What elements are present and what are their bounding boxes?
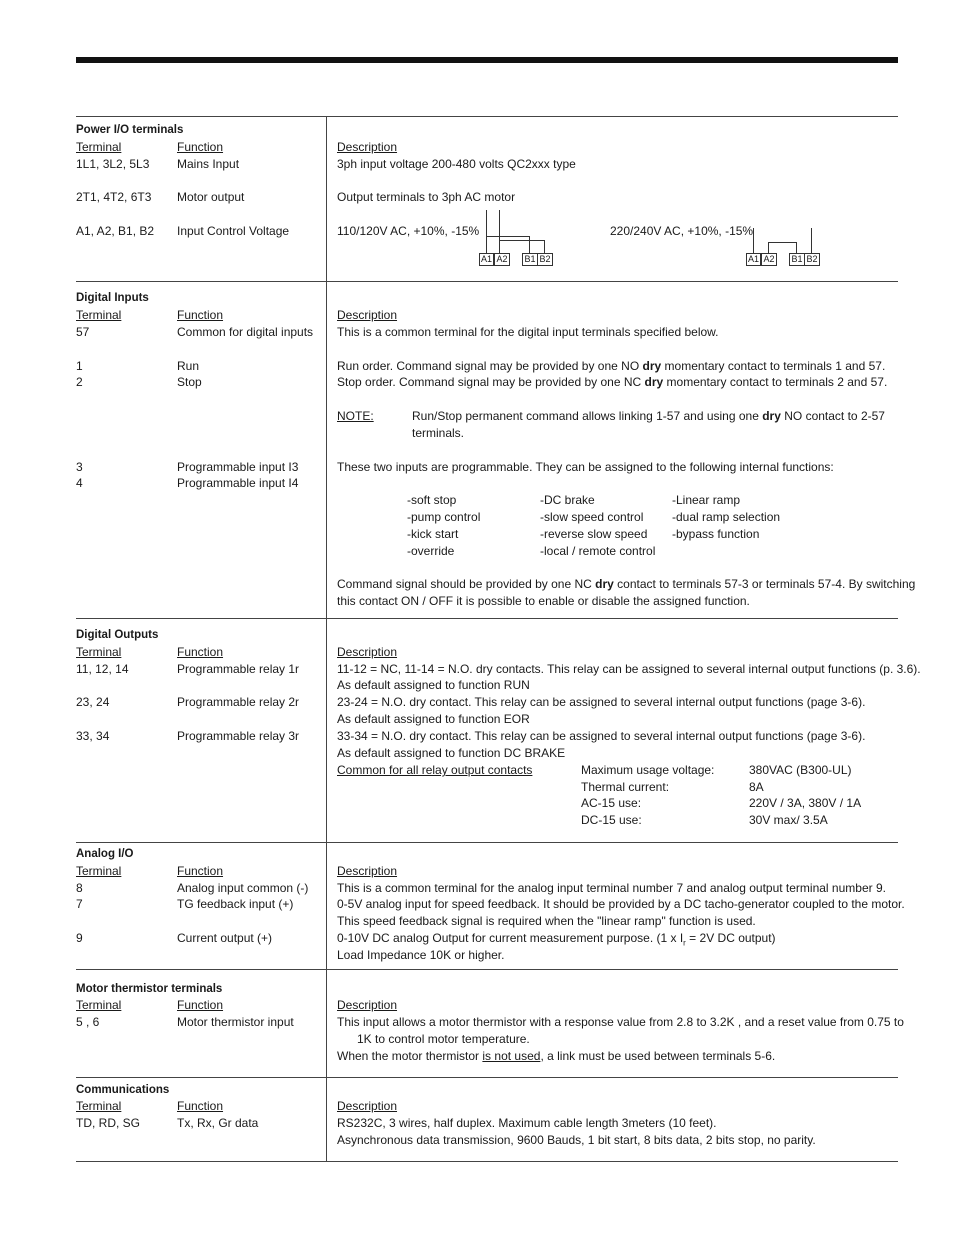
note-text: terminals. [412, 426, 465, 440]
wire [486, 236, 529, 237]
description-cell: As default assigned to function RUN [337, 678, 530, 692]
description-cell: 33-34 = N.O. dry contact. This relay can be assigned to several internal output functions (page 3-6). [337, 729, 866, 743]
function-cell: Current output (+) [177, 931, 273, 945]
function-header: Function [177, 998, 224, 1012]
function-header: Function [177, 140, 224, 154]
section-divider [76, 1077, 898, 1078]
terminal-cell: 4 [76, 476, 83, 490]
function-cell: Input Control Voltage [177, 224, 290, 238]
terminal-cell: 7 [76, 897, 83, 911]
terminal-cell: 1 [76, 359, 83, 373]
section-divider [76, 842, 898, 843]
description-cell: 3ph input voltage 200-480 volts QC2xxx type [337, 157, 576, 171]
top-rule [76, 57, 898, 63]
function-header: Function [177, 645, 224, 659]
description-cell: This is a common terminal for the digital input terminals specified below. [337, 325, 719, 339]
function-cell: Tx, Rx, Gr data [177, 1116, 259, 1130]
function-cell: Programmable relay 2r [177, 695, 300, 709]
terminal-box-b2: B2 [804, 253, 820, 266]
function-option: -kick start [407, 527, 459, 541]
description-cell: This is a common terminal for the analog input terminal number 7 and analog output terminal number 9. [337, 881, 886, 895]
terminal-cell: 2 [76, 375, 83, 389]
description-header: Description [337, 1099, 398, 1113]
terminal-box-a1: A1 [747, 254, 759, 264]
function-cell: Common for digital inputs [177, 325, 314, 339]
wire [753, 228, 754, 253]
note-label: NOTE: [337, 409, 374, 423]
function-option: -slow speed control [540, 510, 644, 524]
terminal-cell: 3 [76, 460, 83, 474]
section-divider [76, 618, 898, 619]
description-cell: These two inputs are programmable. They can be assigned to the following internal functions: [337, 460, 834, 474]
terminal-cell: 1L1, 3L2, 5L3 [76, 157, 150, 171]
function-header: Function [177, 864, 224, 878]
section-title-power: Power I/O terminals [76, 124, 184, 136]
description-cell: As default assigned to function DC BRAKE [337, 746, 566, 760]
wire [499, 210, 500, 253]
terminal-cell: 33, 34 [76, 729, 110, 743]
spec-value: 220V / 3A, 380V / 1A [749, 796, 862, 810]
section-title-communications: Communications [76, 1084, 170, 1096]
terminal-box-b1: B1 [522, 253, 538, 266]
description-cell: 1K to control motor temperature. [357, 1032, 530, 1046]
function-option: -soft stop [407, 493, 457, 507]
column-divider [326, 116, 327, 1161]
wire [486, 210, 487, 253]
spec-value: 30V max/ 3.5A [749, 813, 828, 827]
description-cell: 220/240V AC, +10%, -15% [610, 224, 754, 238]
terminal-box-a2: A2 [761, 253, 777, 266]
description-cell: 110/120V AC, +10%, -15% [337, 224, 480, 238]
table-bottom-rule [76, 1161, 898, 1162]
description-cell: Command signal should be provided by one NC dry contact to terminals 57-3 or terminals 57-4. By switching [337, 577, 916, 591]
function-option: -dual ramp selection [672, 510, 781, 524]
description-header: Description [337, 998, 398, 1012]
spec-label: Thermal current: [581, 780, 670, 794]
terminal-header: Terminal [76, 864, 122, 878]
spec-value: 380VAC (B300-UL) [749, 763, 852, 777]
function-option: -DC brake [540, 493, 595, 507]
description-cell: Output terminals to 3ph AC motor [337, 190, 516, 204]
wire [499, 240, 544, 241]
function-cell: Stop [177, 375, 202, 389]
description-cell: 23-24 = N.O. dry contact. This relay can be assigned to several internal output functions (page 3-6). [337, 695, 866, 709]
terminal-cell: 23, 24 [76, 695, 110, 709]
section-title-digital-outputs: Digital Outputs [76, 629, 159, 641]
terminal-box-b2: B2 [537, 253, 553, 266]
function-cell: Programmable relay 1r [177, 662, 300, 676]
function-cell: TG feedback input (+) [177, 897, 294, 911]
spec-value: 8A [749, 780, 764, 794]
wiring-diagram-220v [746, 253, 821, 267]
function-cell: Mains Input [177, 157, 240, 171]
wire [768, 242, 769, 253]
terminal-header: Terminal [76, 140, 122, 154]
function-header: Function [177, 308, 224, 322]
terminal-header: Terminal [76, 998, 122, 1012]
function-cell: Programmable relay 3r [177, 729, 300, 743]
terminal-cell: A1, A2, B1, B2 [76, 224, 155, 238]
section-divider [76, 281, 898, 282]
function-header: Function [177, 1099, 224, 1113]
description-header: Description [337, 645, 398, 659]
description-cell: When the motor thermistor is not used, a link must be used between terminals 5-6. [337, 1049, 776, 1063]
terminal-header: Terminal [76, 308, 122, 322]
terminal-cell: TD, RD, SG [76, 1116, 141, 1130]
spec-label: Maximum usage voltage: [581, 763, 715, 777]
terminal-cell: 2T1, 4T2, 6T3 [76, 190, 152, 204]
description-cell: 0-10V DC analog Output for current measurement purpose. (1 x $I_r = 2V$ DC output) [337, 931, 776, 948]
note-text: Run/Stop permanent command allows linking 1-57 and using one dry NO contact to 2-57 [412, 409, 885, 423]
function-cell: Run [177, 359, 200, 373]
description-cell: Asynchronous data transmission, 9600 Bauds, 1 bit start, 8 bits data, 2 bits stop, no parity. [337, 1133, 816, 1147]
terminal-header: Terminal [76, 645, 122, 659]
description-cell: 11-12 = NC, 11-14 = N.O. dry contacts. This relay can be assigned to several internal output functions (p. 3.6). [337, 662, 921, 676]
terminal-box-a1: A1 [480, 254, 492, 264]
terminal-cell: 11, 12, 14 [76, 662, 129, 676]
section-divider [76, 969, 898, 970]
description-header: Description [337, 864, 398, 878]
function-option: -pump control [407, 510, 481, 524]
section-title-thermistor: Motor thermistor terminals [76, 983, 223, 995]
terminal-box-b1: B1 [789, 253, 805, 266]
wire [768, 242, 796, 243]
description-header: Description [337, 308, 398, 322]
spec-label: DC-15 use: [581, 813, 642, 827]
wire [529, 236, 530, 253]
section-title-analog: Analog I/O [76, 848, 134, 860]
table-top-rule [76, 116, 898, 117]
function-option: -reverse slow speed [540, 527, 648, 541]
terminal-cell: 5 , 6 [76, 1015, 100, 1029]
function-cell: Motor thermistor input [177, 1015, 294, 1029]
description-cell: Stop order. Command signal may be provided by one NC dry momentary contact to terminals 2 and 57. [337, 375, 888, 389]
function-option: -Linear ramp [672, 493, 741, 507]
relay-common-label: Common for all relay output contacts [337, 763, 533, 777]
terminal-header: Terminal [76, 1099, 122, 1113]
description-cell: As default assigned to function EOR [337, 712, 530, 726]
description-cell: This speed feedback signal is required when the "linear ramp" function is used. [337, 914, 756, 928]
spec-label: AC-15 use: [581, 796, 642, 810]
description-cell: 0-5V analog input for speed feedback. It should be provided by a DC tacho-generator coupled to the motor. [337, 897, 905, 911]
function-cell: Analog input common (-) [177, 881, 309, 895]
function-option: -override [407, 544, 455, 558]
description-cell: RS232C, 3 wires, half duplex. Maximum cable length 3meters (10 feet). [337, 1116, 717, 1130]
function-option: -local / remote control [540, 544, 656, 558]
wire [796, 242, 797, 253]
function-cell: Programmable input I3 [177, 460, 299, 474]
terminal-cell: 8 [76, 881, 83, 895]
description-cell: Run order. Command signal may be provided by one NO dry momentary contact to terminals 1 and 57. [337, 359, 886, 373]
description-cell: Load Impedance 10K or higher. [337, 948, 505, 962]
terminal-box-a2: A2 [494, 253, 510, 266]
function-option: -bypass function [672, 527, 760, 541]
wire [544, 240, 545, 253]
description-cell: this contact ON / OFF it is possible to enable or disable the assigned function. [337, 594, 750, 608]
function-cell: Programmable input I4 [177, 476, 299, 490]
wire [811, 228, 812, 253]
section-title-digital-inputs: Digital Inputs [76, 292, 149, 304]
function-cell: Motor output [177, 190, 245, 204]
terminal-cell: 57 [76, 325, 90, 339]
description-cell: This input allows a motor thermistor with a response value from 2.8 to 3.2K , and a reset value from 0.75 to [337, 1015, 904, 1029]
terminal-cell: 9 [76, 931, 83, 945]
wiring-diagram-110v [479, 253, 554, 267]
description-header: Description [337, 140, 398, 154]
